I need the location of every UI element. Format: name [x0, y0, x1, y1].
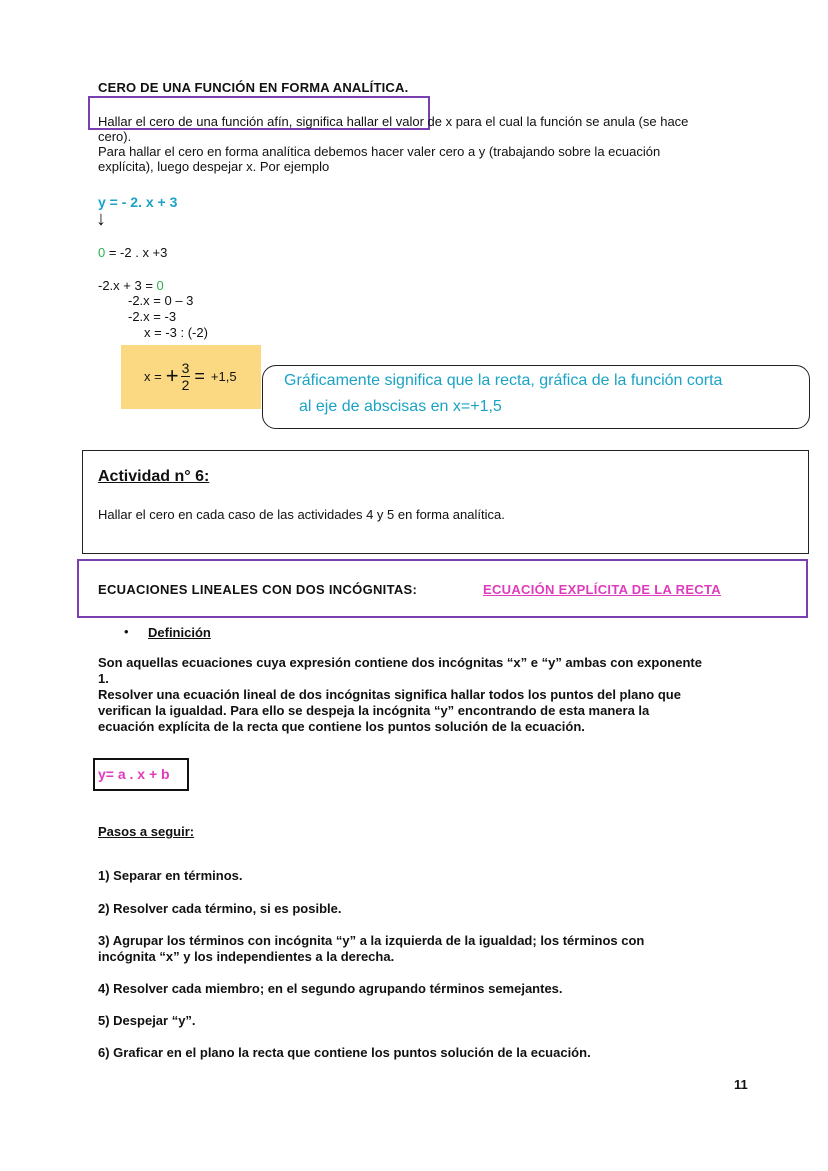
- example-step-3: -2.x = 0 – 3: [128, 293, 194, 308]
- callout-text: [284, 368, 722, 420]
- step-text: = -2 . x +3: [105, 245, 168, 260]
- section2-subtitle: ECUACIÓN EXPLÍCITA DE LA RECTA: [483, 582, 721, 597]
- fraction-denominator: 2: [181, 376, 190, 393]
- example-step-5: x = -3 : (-2): [144, 325, 208, 340]
- activity-box: [82, 450, 809, 554]
- definition-line: 1.: [98, 671, 109, 686]
- definition-line: Resolver una ecuación lineal de dos incógnitas significa hallar todos los puntos del plano que: [98, 687, 681, 702]
- result-prefix: x =: [144, 368, 162, 384]
- zero-value: 0: [156, 278, 164, 293]
- paragraph-line: Hallar el cero de una función afín, significa hallar el valor de x para el cual la función se anula (se hace: [98, 114, 689, 129]
- fraction-numerator: 3: [181, 359, 190, 376]
- example-step-1: [98, 245, 167, 260]
- example-equation: y = - 2. x + 3: [98, 194, 178, 210]
- activity-title: Actividad n° 6:: [98, 468, 210, 485]
- explicit-formula: y= a . x + b: [98, 766, 170, 782]
- definition-line: verifican la igualdad. Para ello se despeja la incógnita “y” encontrando de esta manera la: [98, 703, 650, 718]
- step-item: 5) Despejar “y”.: [98, 1013, 196, 1028]
- step-line: incógnita “x” y los independientes a la derecha.: [98, 949, 395, 964]
- definition-line: Son aquellas ecuaciones cuya expresión contiene dos incógnitas “x” e “y” ambas con exponente: [98, 655, 702, 670]
- page-number: 11: [734, 1077, 748, 1092]
- result-formula: [144, 356, 237, 396]
- callout-line: al eje de abscisas en x=+1,5: [299, 398, 502, 415]
- paragraph-line: cero).: [98, 129, 132, 144]
- steps-title: Pasos a seguir:: [98, 824, 195, 839]
- paragraph-intro: [98, 114, 758, 174]
- definition-text: [98, 655, 778, 735]
- result-value: +1,5: [210, 368, 237, 384]
- callout-line: Gráficamente significa que la recta, gráfica de la función corta: [284, 372, 723, 389]
- paragraph-line: Para hallar el cero en forma analítica debemos hacer valer cero a y (trabajando sobre la ecuación: [98, 144, 661, 159]
- result-equals: =: [194, 365, 205, 386]
- step-item: 2) Resolver cada término, si es posible.: [98, 901, 342, 916]
- step-item: 4) Resolver cada miembro; en el segundo agrupando términos semejantes.: [98, 981, 563, 996]
- step-item: [98, 933, 644, 965]
- definition-label: Definición: [148, 625, 211, 640]
- section-title-cero: CERO DE UNA FUNCIÓN EN FORMA ANALÍTICA.: [98, 80, 409, 95]
- section2-title: ECUACIONES LINEALES CON DOS INCÓGNITAS:: [98, 582, 418, 597]
- paragraph-line: explícita), luego despejar x. Por ejemplo: [98, 159, 330, 174]
- step-item: 6) Graficar en el plano la recta que contiene los puntos solución de la ecuación.: [98, 1045, 591, 1060]
- bullet-icon: •: [124, 624, 129, 639]
- zero-value: 0: [98, 245, 106, 260]
- result-sign: +: [165, 363, 179, 388]
- step-line: 3) Agrupar los términos con incógnita “y” a la izquierda de la igualdad; los términos con: [98, 933, 645, 948]
- step-text: -2.x + 3 =: [98, 278, 157, 293]
- definition-line: ecuación explícita de la recta que contiene los puntos solución de la ecuación.: [98, 719, 585, 734]
- step-item: 1) Separar en términos.: [98, 868, 243, 883]
- example-step-4: -2.x = -3: [128, 309, 177, 324]
- result-fraction: [181, 360, 191, 393]
- arrow-down-icon: ↓: [96, 208, 106, 230]
- activity-text: Hallar el cero en cada caso de las actividades 4 y 5 en forma analítica.: [98, 507, 505, 522]
- example-step-2: [98, 278, 164, 293]
